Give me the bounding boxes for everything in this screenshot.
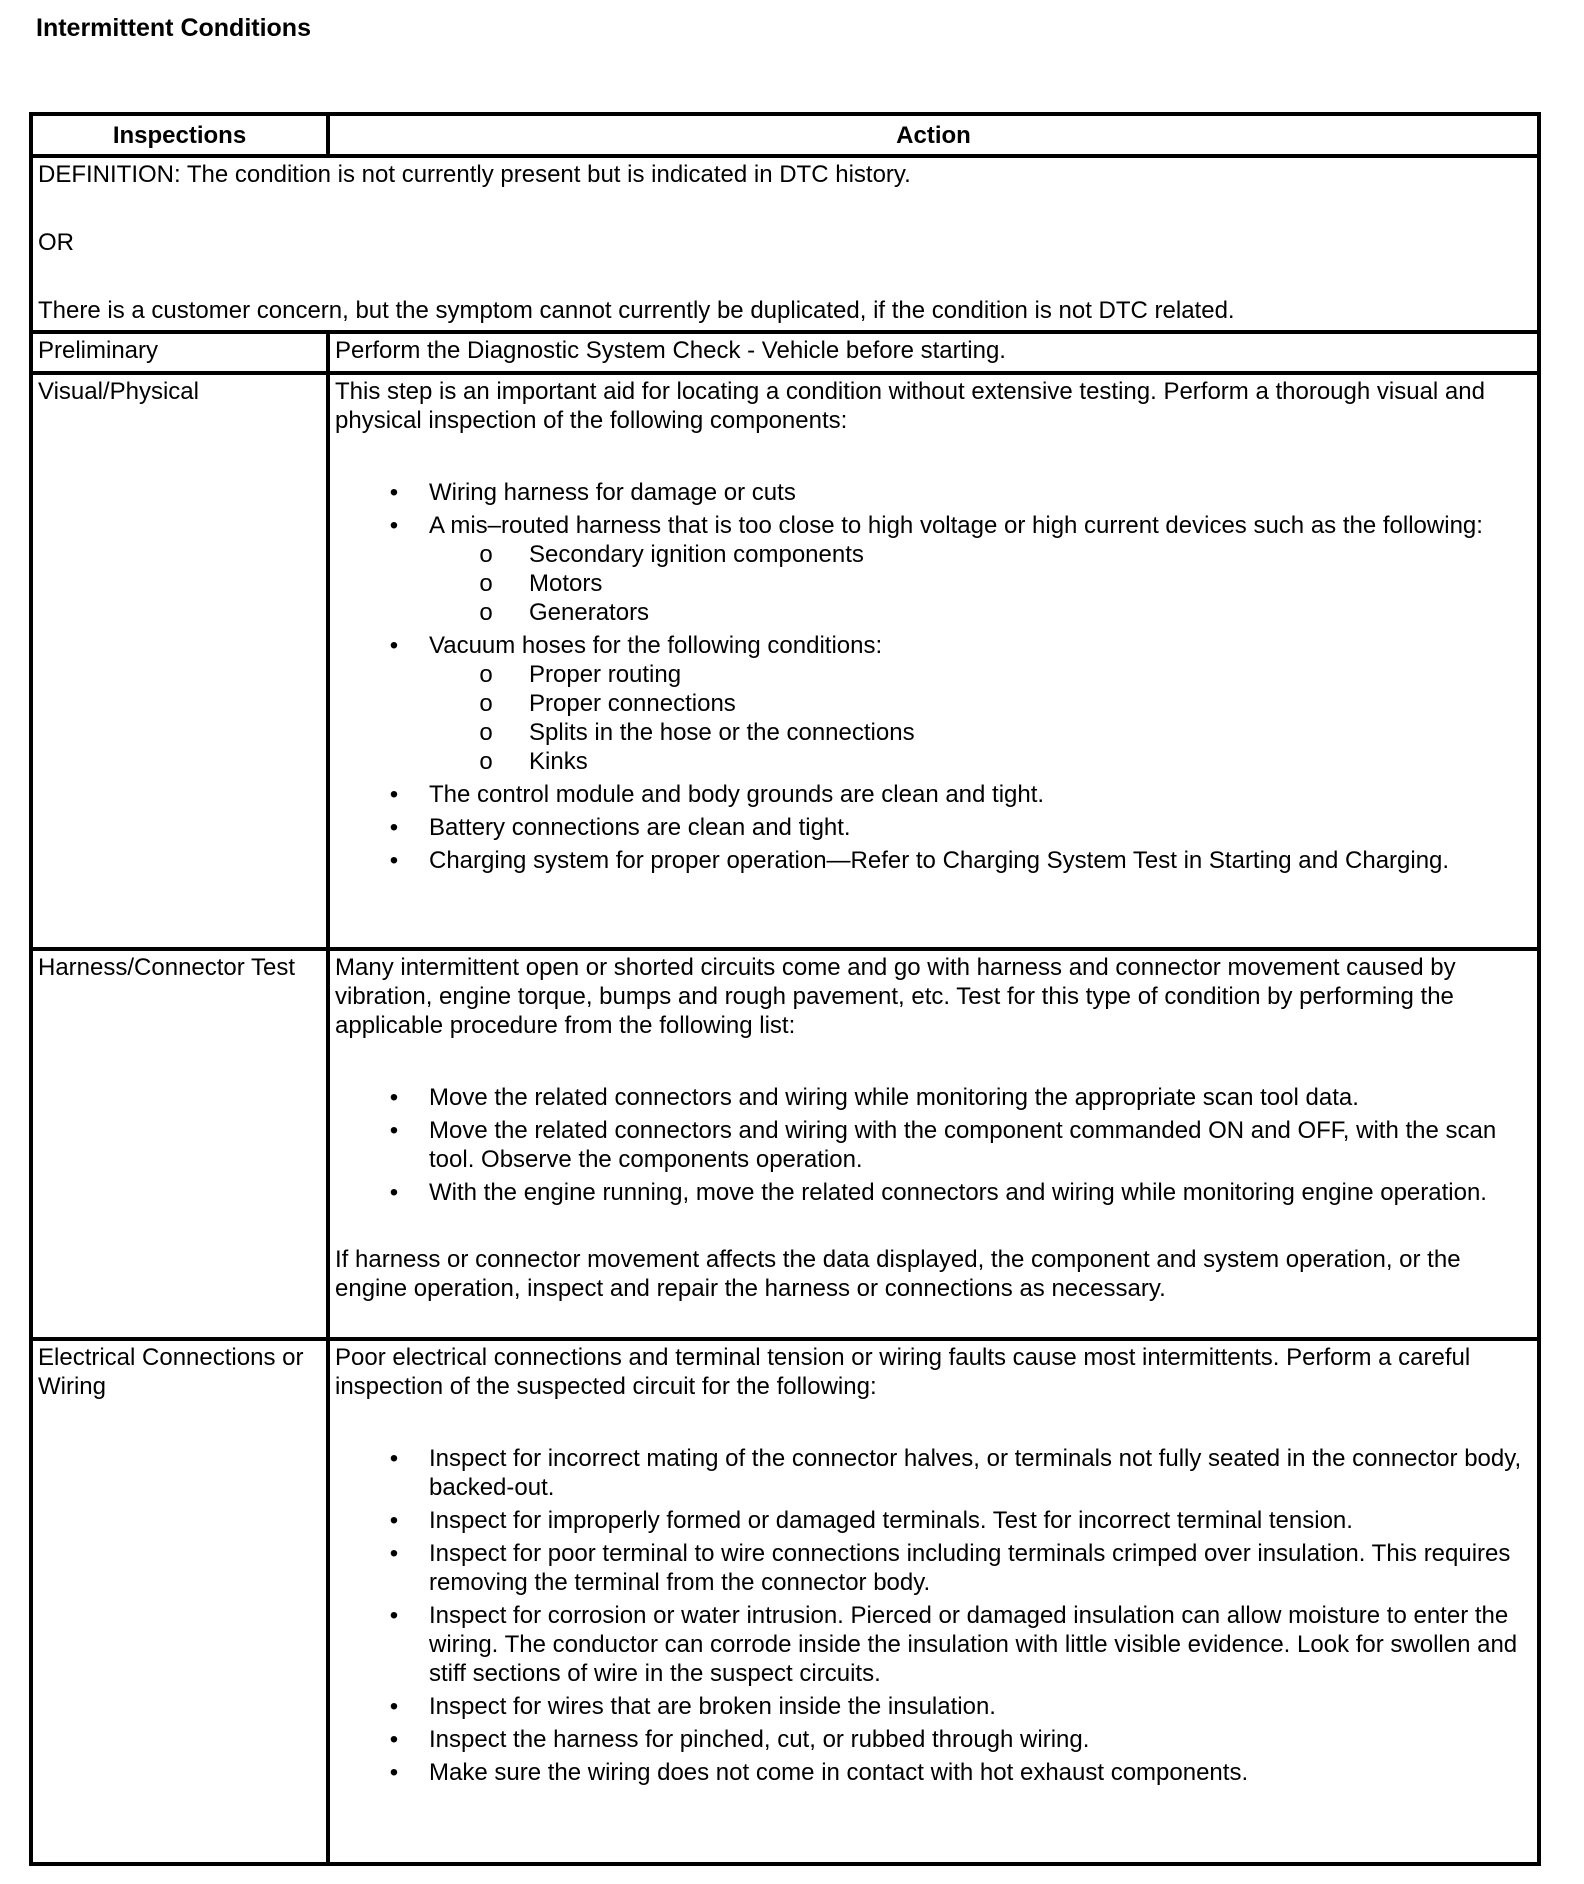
sub-list-item	[429, 598, 1532, 627]
bullet-icon: •	[389, 1759, 399, 1786]
page-title: Intermittent Conditions	[36, 14, 311, 42]
action-header: Action	[328, 114, 1539, 156]
sub-list-item	[429, 540, 1532, 569]
list-item-text: Inspect for improperly formed or damaged terminals. Test for incorrect terminal tension.	[429, 1507, 1353, 1534]
sub-list-item-text: Splits in the hose or the connections	[529, 719, 915, 746]
action-intro: Many intermittent open or shorted circuits come and go with harness and connector movement caused by vibration, engine torque, bumps and rough pavement, etc. Test for this type of condition by performing the applicable procedure from the following list:	[335, 954, 1456, 1039]
definition-text: DEFINITION: The condition is not currently present but is indicated in DTC history.	[38, 161, 911, 188]
list-item-text: Charging system for proper operation—Refer to Charging System Test in Starting and Charging.	[429, 847, 1450, 874]
list-item-text: Make sure the wiring does not come in contact with hot exhaust components.	[429, 1759, 1249, 1786]
circle-bullet-icon: o	[479, 748, 493, 775]
definition-row	[31, 156, 1539, 332]
table-row	[31, 332, 1539, 373]
inspections-header: Inspections	[31, 114, 328, 156]
list-item	[335, 780, 1532, 809]
list-item-text: Inspect for poor terminal to wire connections including terminals crimped over insulation. This requires removing the terminal from the connector body.	[429, 1540, 1511, 1596]
list-item	[335, 1083, 1532, 1112]
bullet-icon: •	[389, 1507, 399, 1534]
list-item	[335, 1116, 1532, 1174]
bullet-icon: •	[389, 1117, 399, 1144]
list-item	[335, 1725, 1532, 1754]
action-cell	[328, 332, 1539, 373]
bullet-icon: •	[389, 847, 399, 874]
list-item	[335, 813, 1532, 842]
list-item-text: Move the related connectors and wiring with the component commanded ON and OFF, with the scan tool. Observe the components operation.	[429, 1117, 1497, 1173]
action-intro: Poor electrical connections and terminal tension or wiring faults cause most intermittents. Perform a careful inspection of the suspected circuit for the following:	[335, 1344, 1471, 1400]
list-item-text: Battery connections are clean and tight.	[429, 814, 851, 841]
inspection-label: Visual/Physical	[31, 373, 328, 949]
action-intro: Perform the Diagnostic System Check - Vehicle before starting.	[335, 337, 1006, 364]
list-item-text: With the engine running, move the related connectors and wiring while monitoring engine operation.	[429, 1179, 1487, 1206]
circle-bullet-icon: o	[479, 570, 493, 597]
inspection-label: Harness/Connector Test	[31, 949, 328, 1339]
bullet-icon: •	[389, 814, 399, 841]
sub-list-item-text: Kinks	[529, 748, 588, 775]
bullet-icon: •	[389, 1540, 399, 1567]
action-cell	[328, 949, 1539, 1339]
bullet-icon: •	[389, 632, 399, 659]
bullet-icon: •	[389, 1084, 399, 1111]
sub-list-item	[429, 718, 1532, 747]
list-item	[335, 478, 1532, 507]
definition-alt: There is a customer concern, but the symptom cannot currently be duplicated, if the condition is not DTC related.	[38, 297, 1235, 324]
sub-list-item-text: Proper routing	[529, 661, 682, 688]
inspection-label: Electrical Connections or Wiring	[31, 1339, 328, 1864]
bullet-icon: •	[389, 479, 399, 506]
definition-cell	[31, 156, 1539, 332]
sub-list-item-text: Secondary ignition components	[529, 541, 864, 568]
list-item	[335, 1601, 1532, 1688]
action-outro: If harness or connector movement affects the data displayed, the component and system operation, or the engine operation, inspect and repair the harness or connections as necessary.	[335, 1246, 1461, 1302]
list-item-text: The control module and body grounds are clean and tight.	[429, 781, 1045, 808]
action-cell	[328, 373, 1539, 949]
table-header-row	[31, 114, 1539, 156]
sub-list-item-text: Generators	[529, 599, 650, 626]
list-item-text: Inspect for wires that are broken inside the insulation.	[429, 1693, 996, 1720]
inspections-table	[29, 112, 1541, 1866]
sub-list-item	[429, 689, 1532, 718]
list-item	[335, 1758, 1532, 1787]
list-item-text: Vacuum hoses for the following conditions:	[429, 632, 883, 659]
list-item	[335, 511, 1532, 627]
sub-list-item-text: Motors	[529, 570, 603, 597]
bullet-list	[335, 478, 1532, 875]
list-item-text: Move the related connectors and wiring while monitoring the appropriate scan tool data.	[429, 1084, 1359, 1111]
circle-bullet-icon: o	[479, 719, 493, 746]
bullet-icon: •	[389, 1179, 399, 1206]
list-item-text: Inspect for incorrect mating of the connector halves, or terminals not fully seated in the connector body, backed-out.	[429, 1445, 1522, 1501]
bullet-icon: •	[389, 512, 399, 539]
list-item	[335, 846, 1532, 875]
list-item-text: Wiring harness for damage or cuts	[429, 479, 796, 506]
circle-bullet-icon: o	[479, 690, 493, 717]
bullet-icon: •	[389, 1445, 399, 1472]
action-intro: This step is an important aid for locating a condition without extensive testing. Perform a thorough visual and physical inspection of the following components:	[335, 378, 1485, 434]
list-item	[335, 1178, 1532, 1207]
list-item	[335, 631, 1532, 776]
circle-bullet-icon: o	[479, 661, 493, 688]
circle-bullet-icon: o	[479, 599, 493, 626]
list-item-text: Inspect for corrosion or water intrusion. Pierced or damaged insulation can allow moisture to enter the wiring. The conductor can corrode inside the insulation with little visible evidence. Look for swollen and stiff sections of wire in the suspect circuits.	[429, 1602, 1518, 1687]
bullet-list	[335, 1444, 1532, 1787]
list-item	[335, 1539, 1532, 1597]
table-row	[31, 1339, 1539, 1864]
inspection-label: Preliminary	[31, 332, 328, 373]
list-item-text: A mis–routed harness that is too close to high voltage or high current devices such as the following:	[429, 512, 1483, 539]
circle-bullet-icon: o	[479, 541, 493, 568]
sub-list-item	[429, 747, 1532, 776]
bullet-icon: •	[389, 1602, 399, 1629]
table-row	[31, 373, 1539, 949]
list-item-text: Inspect the harness for pinched, cut, or rubbed through wiring.	[429, 1726, 1090, 1753]
table-row	[31, 949, 1539, 1339]
definition-or: OR	[38, 229, 74, 256]
sub-list-item	[429, 660, 1532, 689]
bullet-list	[335, 1083, 1532, 1207]
sub-list	[429, 660, 1532, 776]
list-item	[335, 1506, 1532, 1535]
sub-list	[429, 540, 1532, 627]
sub-list-item	[429, 569, 1532, 598]
bullet-icon: •	[389, 781, 399, 808]
list-item	[335, 1444, 1532, 1502]
bullet-icon: •	[389, 1693, 399, 1720]
sub-list-item-text: Proper connections	[529, 690, 736, 717]
action-cell	[328, 1339, 1539, 1864]
list-item	[335, 1692, 1532, 1721]
bullet-icon: •	[389, 1726, 399, 1753]
